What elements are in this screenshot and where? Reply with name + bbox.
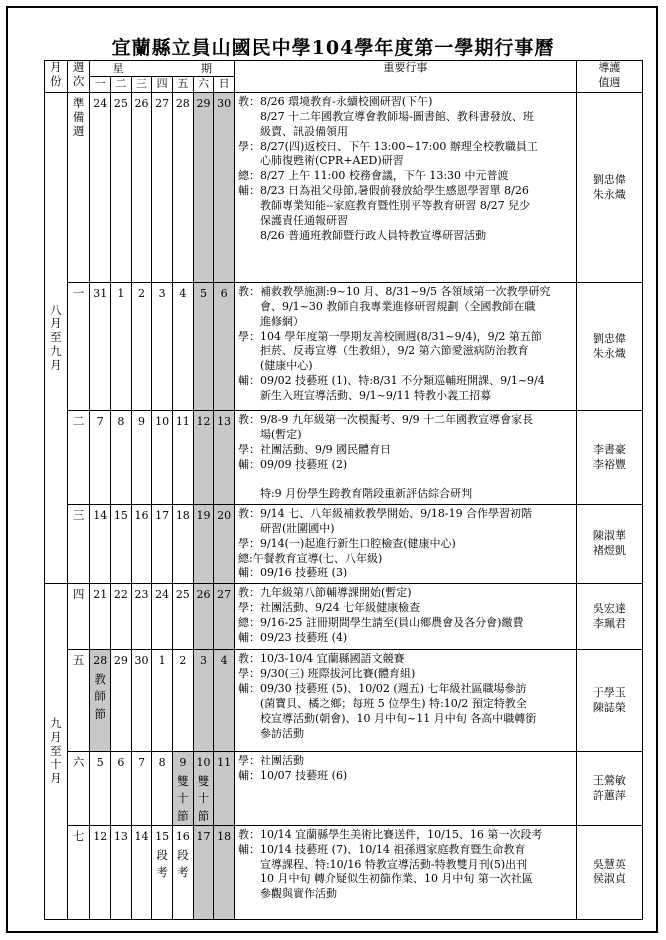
duty-teacher: 褚煜凱 [592, 544, 626, 558]
week-row [45, 650, 643, 752]
duty-teacher: 吳宏達 [592, 601, 626, 615]
day-number: 25 [175, 588, 190, 602]
event-line: 學：社團活動、9/9 國民體育日 [237, 442, 392, 456]
event-line: 參觀與實作活動 [237, 887, 337, 901]
header-weekday: 二 [111, 77, 132, 93]
event-line: 8/26 普通班教師暨行政人員特教宣導研習活動 [237, 228, 487, 242]
day-number: 26 [134, 97, 149, 110]
duty-teacher: 王鶯敏 [592, 773, 626, 787]
event-line: 教：九年級第八節輔導課開始(暫定) [237, 586, 412, 600]
duty-teacher: 劉忠偉 [592, 331, 626, 345]
event-line: 保護責任通報研習 [237, 213, 348, 227]
duty-cell [576, 283, 642, 411]
duty-teacher: 侯淑貞 [592, 872, 626, 886]
duty-teacher: 吳慧英 [592, 857, 626, 871]
event-line: 輔：10/07 技藝班 (6) [237, 769, 348, 783]
day-number: 17 [196, 829, 211, 843]
duty-teacher: 陳淑華 [592, 529, 626, 543]
day-number: 1 [117, 287, 125, 300]
day-cell [193, 93, 214, 283]
day-number: 20 [217, 509, 232, 523]
day-number: 15 [155, 829, 170, 843]
week-label: 六 [67, 752, 90, 826]
day-cell [131, 650, 152, 752]
day-cell [173, 283, 194, 411]
day-cell [90, 411, 111, 505]
week-label: 三 [67, 505, 90, 584]
day-cell [152, 584, 173, 650]
event-line: 總：9/16-25 註冊期間學生請至(員山鄉農會及各分會)繳費 [237, 615, 524, 629]
day-number: 14 [93, 509, 108, 523]
day-number: 24 [93, 97, 108, 110]
day-cell [111, 650, 132, 752]
day-cell [90, 93, 111, 283]
day-number: 26 [196, 588, 211, 602]
day-cell [193, 584, 214, 650]
day-number: 13 [217, 415, 232, 428]
day-cell [173, 505, 194, 584]
day-number: 12 [196, 415, 211, 428]
events-cell [234, 752, 576, 826]
day-number: 14 [134, 829, 149, 843]
event-line: 級賣、訊設備領用 [237, 124, 348, 138]
event-line: 教：10/14 宜蘭縣學生美術比賽送件，10/15、16 第一次段考 [237, 827, 543, 841]
day-number: 16 [175, 829, 190, 843]
week-label: 五 [67, 650, 90, 752]
day-cell [214, 283, 235, 411]
day-cell [214, 825, 235, 919]
events-cell [234, 93, 576, 283]
day-cell [131, 283, 152, 411]
event-line: 8/27 十二年國教宣導會教師場-圖書館、教科書發放、班 [237, 109, 534, 123]
day-cell [111, 411, 132, 505]
event-line: 心肺復甦術(CPR+AED)研習 [237, 154, 404, 168]
day-cell [173, 650, 194, 752]
day-cell [90, 283, 111, 411]
duty-cell [576, 411, 642, 505]
day-cell [90, 505, 111, 584]
event-line: 學：9/30(三) 班際拔河比賽(體育組) [237, 667, 416, 681]
week-label: 七 [67, 825, 90, 919]
event-line: 輔：10/14 技藝班 (7)、10/14 祖孫週家庭教育暨生命教育 [237, 842, 526, 856]
day-number: 16 [134, 509, 149, 523]
event-line: 教師專業知能--家庭教育暨性別平等教育研習 8/27 兒少 [237, 198, 531, 212]
day-number: 11 [217, 756, 232, 770]
day-number: 6 [220, 287, 228, 300]
day-number: 30 [217, 97, 232, 110]
day-cell [131, 825, 152, 919]
event-line: 學：社團活動 [237, 754, 304, 768]
month-group: 九月至十月 [45, 584, 68, 920]
day-cell [152, 283, 173, 411]
day-number: 28 [93, 654, 108, 668]
day-number: 19 [196, 509, 211, 523]
day-number: 3 [199, 654, 207, 668]
day-cell [173, 584, 194, 650]
day-number: 8 [117, 415, 125, 428]
day-cell [152, 505, 173, 584]
event-line: 10 月中旬 轉介疑似生初篩作業、10 月中旬 第一次社區 [237, 872, 533, 886]
day-number: 13 [113, 829, 128, 843]
duty-cell [576, 825, 642, 919]
day-cell [90, 825, 111, 919]
header-week: 週次 [67, 61, 90, 93]
day-cell [111, 752, 132, 826]
day-cell [173, 411, 194, 505]
day-number: 27 [155, 97, 170, 110]
day-cell [90, 584, 111, 650]
duty-cell [576, 505, 642, 584]
day-number: 6 [117, 756, 125, 770]
duty-cell [576, 93, 642, 283]
day-number: 17 [155, 509, 170, 523]
day-cell [193, 505, 214, 584]
event-line: 拒菸、反毒宣導（生教組），9/2 第六節愛滋病防治教育 [237, 344, 529, 358]
day-cell [131, 752, 152, 826]
day-number: 4 [179, 287, 187, 300]
day-number: 24 [155, 588, 170, 602]
day-number: 22 [113, 588, 128, 602]
event-line: 研習(壯圍國中) [237, 521, 335, 535]
day-cell [152, 752, 173, 826]
header-weekday-group: 星 期 [90, 61, 235, 77]
header-weekday: 四 [152, 77, 173, 93]
day-number: 10 [155, 415, 170, 428]
events-cell [234, 825, 576, 919]
day-number: 15 [113, 509, 128, 523]
header-weekday: 三 [131, 77, 152, 93]
school-calendar-table [44, 60, 643, 920]
day-number: 12 [93, 829, 108, 843]
week-label: 準備週 [67, 93, 90, 283]
day-number: 5 [199, 287, 207, 300]
events-cell [234, 584, 576, 650]
day-number: 23 [134, 588, 149, 602]
day-cell [193, 283, 214, 411]
day-number: 5 [96, 756, 104, 770]
day-number: 10 [196, 756, 211, 770]
day-number: 29 [196, 97, 211, 110]
day-number: 18 [217, 829, 232, 843]
event-line: 教：10/3-10/4 宜蘭縣國語文競賽 [237, 652, 405, 666]
day-number: 31 [93, 287, 108, 300]
day-number: 18 [175, 509, 190, 523]
day-cell [214, 650, 235, 752]
event-line: 學：104 學年度第一學期友善校園週(8/31~9/4)，9/2 第五節 [237, 329, 542, 343]
day-cell [131, 584, 152, 650]
day-note: 教師節 [94, 672, 106, 721]
week-row [45, 752, 643, 826]
day-cell [152, 825, 173, 919]
header-month: 月份 [45, 61, 68, 93]
event-line: 校宣導活動(朝會)、10 月中旬~11 月中旬 各高中職轉銜 [237, 711, 537, 725]
day-cell [90, 752, 111, 826]
event-line: 會、9/1~30 教師自我專業進修研習規劃（全國教師在職 [237, 299, 536, 313]
day-cell [152, 411, 173, 505]
day-note: 雙十節 [177, 774, 189, 823]
header-weekday: 一 [90, 77, 111, 93]
page-title: 宜蘭縣立員山國民中學104學年度第一學期行事曆 [111, 37, 555, 59]
event-line: 總：8/27 上午 11:00 校務會議，下午 13:30 中元普渡 [237, 169, 509, 183]
event-line: 特:9 月份學生跨教育階段重新評估綜合研判 [237, 487, 473, 501]
day-number: 29 [113, 654, 128, 668]
events-cell [234, 411, 576, 505]
event-line: 教：9/8-9 九年級第一次模擬考、9/9 十二年國教宣導會家長 [237, 413, 534, 426]
header-weekday: 日 [214, 77, 235, 93]
day-number: 2 [179, 654, 187, 668]
day-cell [214, 93, 235, 283]
day-number: 25 [113, 97, 128, 110]
day-cell [193, 411, 214, 505]
day-cell [173, 825, 194, 919]
event-line: (健康中心) [237, 359, 313, 373]
event-line: 輔：09/23 技藝班 (4) [237, 630, 348, 644]
month-group: 八月至九月 [45, 93, 68, 584]
duty-cell [576, 752, 642, 826]
day-number: 1 [158, 654, 166, 668]
events-cell [234, 505, 576, 584]
day-cell [214, 411, 235, 505]
day-cell [152, 650, 173, 752]
day-cell [111, 93, 132, 283]
event-line: (菌寶貝、橘之鄉；每班 5 位學生) 特:10/2 預定特教全 [237, 696, 527, 710]
header-duty: 導護值週 [576, 61, 642, 93]
week-row [45, 283, 643, 411]
day-cell [131, 505, 152, 584]
day-number: 2 [138, 287, 146, 300]
event-line: 教：9/14 七、八年級補救教學開始、9/18-19 合作學習初階 [237, 507, 533, 521]
week-row [45, 411, 643, 505]
day-cell [131, 411, 152, 505]
day-cell [193, 650, 214, 752]
week-label: 一 [67, 283, 90, 411]
event-line: 輔：09/16 技藝班 (3) [237, 566, 348, 580]
day-cell [111, 584, 132, 650]
day-cell [173, 93, 194, 283]
day-number: 3 [158, 287, 166, 300]
day-cell [214, 505, 235, 584]
event-line: 學：9/14(一)起進行新生口腔檢查(健康中心) [237, 536, 456, 550]
duty-teacher: 李裕豐 [592, 457, 626, 471]
week-label: 四 [67, 584, 90, 650]
day-number: 7 [138, 756, 146, 770]
duty-cell [576, 584, 642, 650]
day-number: 8 [158, 756, 166, 770]
day-number: 7 [96, 415, 104, 428]
duty-teacher: 劉忠偉 [592, 172, 626, 186]
event-line: 輔：09/02 技藝班 (1)、特:8/31 不分類巡輔班開課、9/1~9/4 [237, 374, 545, 388]
header-weekday: 六 [193, 77, 214, 93]
event-line: 場(暫定) [237, 427, 302, 441]
day-number: 9 [138, 415, 146, 428]
duty-teacher: 朱永熾 [592, 346, 626, 360]
day-cell [90, 650, 111, 752]
day-number: 27 [217, 588, 232, 602]
day-number: 21 [93, 588, 108, 602]
event-line: 進修網） [237, 314, 304, 328]
duty-teacher: 李書豪 [592, 442, 626, 456]
day-cell [193, 752, 214, 826]
day-number: 9 [179, 756, 187, 770]
event-line: 宣導課程、特:10/16 特教宣導活動-特教雙月刊(5)出刊 [237, 857, 528, 871]
day-number: 11 [175, 415, 190, 428]
events-cell [234, 283, 576, 411]
duty-teacher: 于學玉 [592, 685, 626, 699]
event-line: 輔：09/09 技藝班 (2) [237, 457, 348, 471]
day-note: 段考 [156, 847, 168, 879]
week-label: 二 [67, 411, 90, 505]
event-line: 參訪活動 [237, 726, 304, 740]
day-number: 28 [175, 97, 190, 110]
event-line: 輔：8/23 日為祖父母節,暑假前發放給學生感恩學習單 8/26 [237, 184, 529, 198]
week-row [45, 505, 643, 584]
day-number: 4 [220, 654, 228, 668]
header-weekday: 五 [173, 77, 194, 93]
events-cell [234, 650, 576, 752]
day-note: 段考 [177, 847, 189, 879]
event-line: 總:午餐教育宣導(七、八年級) [237, 551, 383, 565]
event-line: 學：社團活動、9/24 七年級健康檢查 [237, 601, 421, 615]
event-line: 教：補救教學施測:9~10 月、8/31~9/5 各領域第一次教學研究 [237, 285, 551, 298]
day-cell [111, 505, 132, 584]
day-cell [111, 825, 132, 919]
event-line: 新生入班宣導活動、9/1~9/11 特教小義工招募 [237, 388, 492, 402]
duty-teacher: 許蕙萍 [592, 788, 626, 802]
duty-teacher: 朱永熾 [592, 187, 626, 201]
week-row [45, 93, 643, 283]
week-row [45, 825, 643, 919]
day-cell [173, 752, 194, 826]
day-cell [214, 752, 235, 826]
day-number: 30 [134, 654, 149, 668]
event-line: 輔：09/30 技藝班 (5)、10/02 (週五) 七年級社區職場參訪 [237, 681, 527, 695]
day-cell [131, 93, 152, 283]
event-line: 教：8/26 環境教育-永續校園研習(下午) [237, 95, 433, 108]
day-cell [152, 93, 173, 283]
duty-teacher: 陳誌榮 [592, 700, 626, 714]
event-line [238, 472, 576, 487]
day-cell [111, 283, 132, 411]
week-row [45, 584, 643, 650]
duty-cell [576, 650, 642, 752]
header-events: 重要行事 [234, 61, 576, 93]
day-note: 雙十節 [197, 774, 210, 823]
event-line: 學：8/27(四)返校日、下午 13:00~17:00 辦理全校教職員工 [237, 139, 538, 153]
day-cell [214, 584, 235, 650]
day-cell [193, 825, 214, 919]
duty-teacher: 李珮君 [592, 616, 626, 630]
